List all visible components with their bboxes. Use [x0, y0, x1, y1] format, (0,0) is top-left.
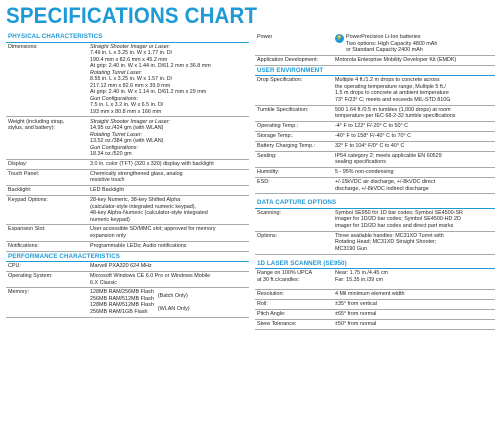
- power-lines: [346, 34, 437, 54]
- text-line: IP54 category 2; meets applicable EN 60529: [335, 152, 442, 159]
- text-line: 7.49 in. L x 3.25 in. W x 1.77 in. D/: [90, 50, 173, 57]
- text-line: Near: 1.75 in./4.45 cm: [335, 270, 389, 277]
- text-line: User accessible SD/MMC slot; approved for memory: [90, 226, 216, 233]
- text-line: expansion only: [90, 232, 126, 239]
- spec-row-keypad: [6, 196, 249, 225]
- text-line: 6.X Classic: [90, 279, 117, 286]
- spec-value: [335, 179, 495, 192]
- text-line: resistive touch: [90, 177, 125, 184]
- text-line: 14.95 oz./424 gm (with WLAN): [90, 125, 164, 132]
- spec-row-os: [6, 272, 249, 288]
- spec-label: Resolution:: [257, 291, 284, 298]
- spec-label: Options:: [257, 232, 278, 239]
- text-line: temperature per IEC 68-2-32 tumble specifications: [335, 113, 456, 120]
- spec-value: [335, 153, 495, 166]
- text-line: 18.34 oz./520 gm: [90, 151, 132, 158]
- text-line: Three available handles: MC31XD Turret with: [335, 232, 444, 239]
- spec-label: CPU:: [8, 263, 21, 270]
- memory-batch-note: (Batch Only): [157, 292, 188, 299]
- spec-value: Marvell PXA320 624 MHz: [90, 263, 152, 270]
- spec-label: Scanning:: [257, 209, 281, 216]
- section-heading-environment: USER ENVIRONMENT: [255, 66, 495, 77]
- text-line: 256MB RAM/512MB Flash: [90, 295, 154, 302]
- spec-label: ESD:: [257, 179, 270, 186]
- spec-label: Skew Tolerance:: [257, 321, 297, 327]
- spec-label: Notifications:: [8, 242, 39, 249]
- spec-value: [335, 233, 495, 253]
- text-line: At grip: 2.40 in. W x 1.44 in. D/61.2 mm x 36.8 mm: [90, 63, 211, 70]
- text-line: 8.55 in. L x 3.25 in. W x 1.57 in. D/: [90, 76, 173, 83]
- memory-batch: [90, 289, 249, 302]
- spec-value: [90, 119, 249, 158]
- spec-label: Application Development:: [257, 57, 319, 64]
- text-line: 500 1.64 ft./0.5 m tumbles (1,000 drops) at room: [335, 106, 451, 113]
- text-line: Range on 100% UPCA: [257, 270, 313, 277]
- left-column: [6, 32, 249, 318]
- spec-row-memory: [6, 288, 249, 317]
- text-line: imager for 1D/2D bar codes and direct part marks: [335, 222, 454, 229]
- text-line: Two options: High Capacity 4800 mAh: [346, 40, 438, 47]
- text-line: discharge, +/-8kVDC indirect discharge: [335, 185, 429, 192]
- spec-row-operating-temp: [255, 122, 495, 132]
- spec-label: [255, 270, 335, 283]
- spec-row-humidity: [255, 168, 495, 178]
- text-line: 48-key Alpha-Numeric (calculator-style integrated: [90, 210, 208, 217]
- text-line: 190.4 mm x 82.6 mm x 45.2 mm: [90, 56, 168, 63]
- text-line: Multiple 4 ft./1.2 m drops to concrete across: [335, 77, 440, 84]
- spec-row-touch-panel: [6, 170, 249, 186]
- text-line: 28-key Numeric, 38-key Shifted Alpha: [90, 197, 181, 204]
- spec-label: Pitch Angle:: [257, 311, 286, 318]
- spec-value: [90, 226, 249, 239]
- spec-row-notifications: [6, 242, 249, 252]
- text-line: 193 mm x 80.8 mm x 166 mm: [90, 108, 162, 115]
- spec-value: 3.0 in. color (TFT) (320 x 320) display with backlight: [90, 160, 214, 167]
- spec-value: LED Backlight: [90, 187, 124, 194]
- section-heading-performance: PERFORMANCE CHARACTERISTICS: [6, 252, 249, 263]
- text-line: imager for 1D/2D bar codes; Symbol SE4500-HD 2D: [335, 216, 461, 223]
- spec-label: [6, 119, 90, 158]
- text-line: (calculator-style integrated numeric keypad),: [90, 203, 197, 210]
- spec-row-tumble: [255, 106, 495, 122]
- spec-value: Motorola Enterprise Mobility Developer Kit (EMDK): [335, 57, 457, 64]
- spec-label: Roll:: [257, 301, 268, 308]
- text-line: 13.52 oz./384 gm (with WLAN): [90, 138, 164, 145]
- spec-row-cpu: [6, 262, 249, 272]
- right-column: [255, 33, 495, 330]
- spec-row-options: [255, 232, 495, 255]
- spec-row-app-development: [255, 56, 495, 66]
- text-line: 256MB RAM/1GB Flash: [90, 308, 148, 315]
- section-heading-data-capture: DATA CAPTURE OPTIONS: [255, 198, 495, 209]
- text-line: 73° F/23° C; meets and exceeds MIL-STD 810G: [335, 96, 451, 103]
- spec-label: Humidity:: [257, 169, 280, 176]
- spec-label: Power: [257, 34, 273, 41]
- text-line: 128MB RAM/256MB Flash: [90, 289, 154, 296]
- spec-row-charging-temp: [255, 142, 495, 152]
- power-bolt-icon: ⚡: [335, 35, 344, 42]
- text-line: 1.5 m drops to concrete at ambient temperature: [335, 90, 449, 97]
- spec-value: 32° F to 104° F/0° C to 40° C: [335, 142, 405, 149]
- text-line: numeric keypad): [90, 216, 130, 223]
- spec-row-storage-temp: [255, 132, 495, 142]
- spec-label: Sealing:: [257, 152, 277, 159]
- text-line: Microsoft Windows CE 6.0 Pro or Windows Mobile: [90, 273, 211, 280]
- text-line: +/-15kVDC air discharge, +/-8kVDC direct: [335, 179, 436, 186]
- spec-value: [335, 210, 495, 230]
- text-line: Far: 15.35 in./39 cm: [335, 276, 383, 283]
- spec-row-sealing: [255, 152, 495, 168]
- text-line: 217.12 mm x 82.6 mm x 39.9 mm: [90, 82, 171, 89]
- spec-row-pitch: [255, 310, 495, 320]
- spec-row-backlight: [6, 186, 249, 196]
- text-line: MC3190 Gun: [335, 245, 368, 252]
- spec-row-drop: [255, 76, 495, 105]
- section-heading-physical: PHYSICAL CHARACTERISTICS: [6, 32, 249, 43]
- spec-row-weight: [6, 117, 249, 159]
- spec-row-roll: [255, 300, 495, 310]
- spec-label-line: Weight (including strap,: [8, 118, 65, 125]
- spec-value: -40° F to 158° F/-40° C to 70° C: [335, 133, 412, 140]
- text-subheading: Straight Shooter Imager or Laser:: [90, 118, 171, 125]
- text-line: or Standard Capacity 2400 mAh: [346, 47, 423, 54]
- spec-value: [335, 77, 495, 103]
- spec-row-dimensions: [6, 43, 249, 118]
- memory-wlan-lines: [90, 302, 154, 315]
- text-line: Symbol SE950 for 1D bar codes; Symbol SE4500-SR: [335, 209, 463, 216]
- text-line: 7.5 in. L x 3.2 in. W x 6.5 in. D/: [90, 102, 164, 109]
- spec-value: ±35° from vertical: [335, 301, 377, 308]
- spec-value: -4° F to 122° F/-20° C to 50° C: [335, 123, 409, 130]
- spec-row-esd: [255, 178, 495, 194]
- spec-label: Battery Charging Temp.:: [257, 142, 316, 149]
- text-line: At grip: 2.40 in. W x 1.14 in. D/61.2 mm x 29 mm: [90, 89, 207, 96]
- spec-value: [90, 289, 249, 315]
- page-title: SPECIFICATIONS CHART: [6, 3, 258, 28]
- spec-label: Backlight:: [8, 187, 32, 194]
- spec-label: Dimensions:: [8, 43, 38, 50]
- spec-value: Programmable LEDs; Audio notifications: [90, 242, 187, 249]
- spec-row-skew: [255, 320, 495, 330]
- spec-value: [90, 197, 249, 223]
- spec-label: Touch Panel:: [8, 170, 40, 177]
- spec-row-expansion: [6, 225, 249, 241]
- spec-value: [90, 273, 249, 286]
- memory-wlan: [90, 302, 249, 315]
- text-line: sealing specifications: [335, 159, 386, 166]
- spec-label: Operating Temp.:: [257, 123, 299, 130]
- spec-label: Expansion Slot:: [8, 226, 46, 233]
- spec-label: Tumble Specification:: [257, 106, 309, 113]
- text-line: Chemically strengthened glass, analog: [90, 170, 183, 177]
- spec-label-line: stylus, and battery):: [8, 125, 56, 132]
- spec-value: 5 - 95% non-condensing: [335, 169, 394, 176]
- memory-batch-lines: [90, 289, 154, 302]
- spec-value: 4 Mil minimum element width: [335, 291, 405, 298]
- text-line: Rotating Head; MC31XD Straight Shooter;: [335, 239, 437, 246]
- spec-value: ±50° from normal: [335, 321, 377, 327]
- spec-row-display: [6, 160, 249, 170]
- spec-label: Keypad Options:: [8, 197, 48, 204]
- spec-label: Storage Temp.:: [257, 133, 294, 140]
- text-subheading: Straight Shooter Imager or Laser:: [90, 43, 171, 50]
- spec-label: Display:: [8, 160, 28, 167]
- spec-label: Operating System:: [8, 273, 53, 280]
- spec-row-power: [255, 33, 495, 56]
- spec-value: [335, 34, 495, 54]
- memory-wlan-note: (WLAN Only): [157, 305, 190, 312]
- spec-row-scanning: [255, 209, 495, 232]
- text-line: the operating temperature range, Multiple 5 ft./: [335, 83, 446, 90]
- text-line: at 30 ft.c/candles:: [257, 276, 300, 283]
- text-subheading: Gun Configurations:: [90, 95, 138, 102]
- spec-value: [335, 270, 495, 283]
- spec-value: [335, 107, 495, 120]
- spec-value: [90, 44, 249, 116]
- spec-label: Memory:: [8, 289, 29, 296]
- spec-row-resolution: [255, 290, 495, 300]
- spec-label: Drop Specification:: [257, 77, 303, 84]
- text-subheading: Gun Configurations:: [90, 144, 138, 151]
- section-heading-laser: 1D LASER SCANNER (SE950): [255, 259, 495, 270]
- spec-row-range: [255, 269, 495, 290]
- text-line: 128MB RAM/512MB Flash: [90, 302, 154, 309]
- text-line: PowerPrecision Li-Ion batteries: [346, 34, 421, 41]
- text-subheading: Rotating Turret Laser:: [90, 69, 143, 76]
- spec-value: ±65° from normal: [335, 311, 377, 318]
- spec-value: [90, 171, 249, 184]
- text-subheading: Rotating Turret Laser:: [90, 131, 143, 138]
